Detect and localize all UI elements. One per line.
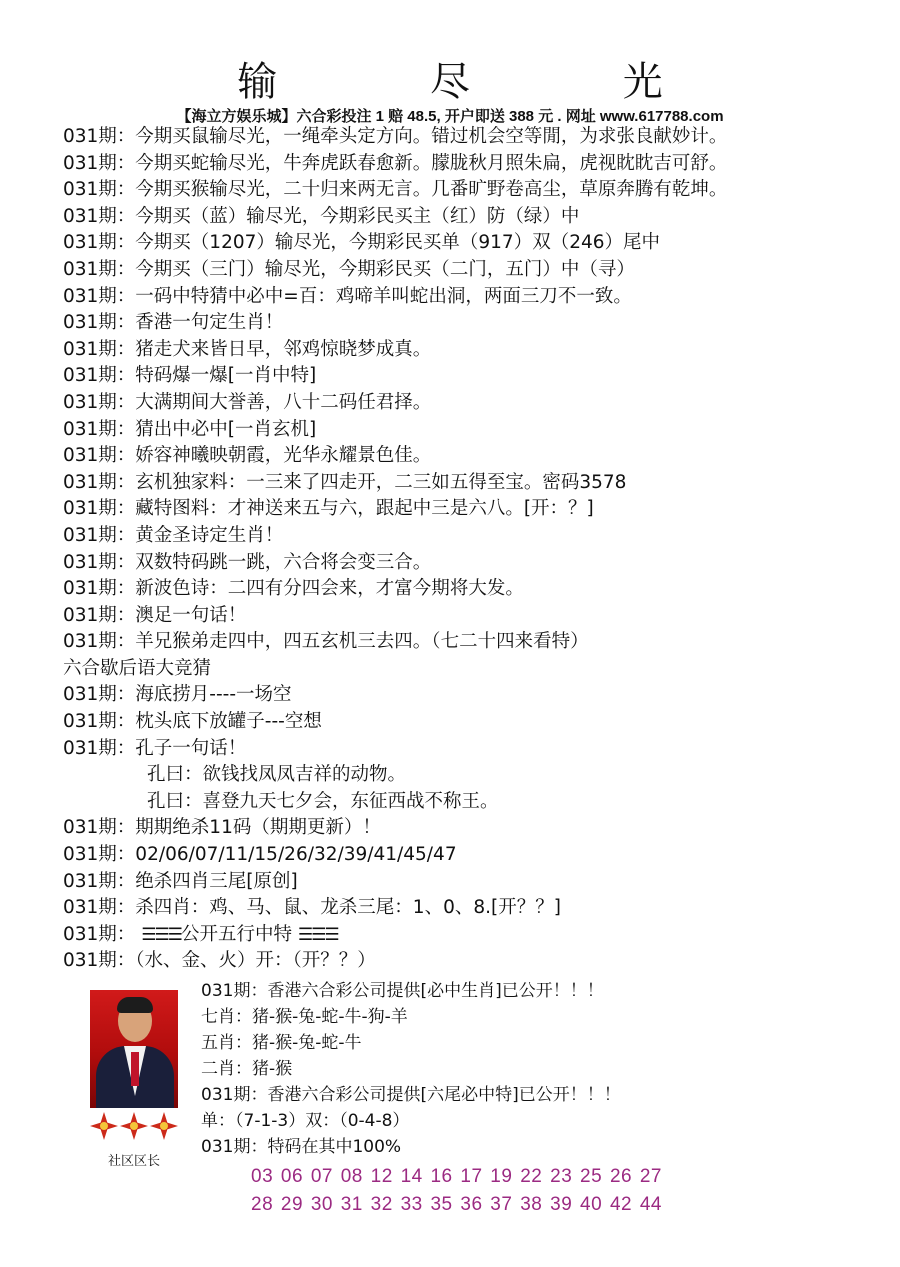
quote-line: 孔曰：欲钱找凤凤吉祥的动物。 <box>147 764 407 786</box>
text-line: 031期：一码中特猜中必中=百：鸡啼羊叫蛇出洞，两面三刀不一致。 <box>63 285 632 307</box>
main-content <box>63 124 893 975</box>
emblem-icon <box>150 1112 178 1140</box>
emblem-row <box>88 1108 180 1148</box>
number-block <box>251 1163 891 1219</box>
text-line: 031期：新波色诗：二四有分四会来，才富今期将大发。 <box>63 578 524 600</box>
text-line: 031期：今期买猴输尽光，二十归来两无言。几番旷野卷高尘，草原奔腾有乾坤。 <box>63 179 728 201</box>
text-line: 031期：娇容神曦映朝霞，光华永耀景色佳。 <box>63 445 432 467</box>
text-line: 031期：今期买（蓝）输尽光，今期彩民买主（红）防（绿）中 <box>63 205 580 227</box>
text-line: 031期：羊兄猴弟走四中，四五玄机三去四。（七二十四来看特） <box>63 631 589 653</box>
text-line: 031期：特码在其中100% <box>201 1137 402 1157</box>
text-line: 031期：（水、金、火）开：（开？？） <box>63 950 376 972</box>
text-line: 五肖：猪-猴-兔-蛇-牛 <box>201 1033 362 1053</box>
trigram-icon: ☰☰☰ <box>141 924 181 945</box>
text-line: 二肖：猪-猴 <box>201 1059 293 1079</box>
text-line: 031期：猜出中必中[一肖玄机] <box>63 418 317 440</box>
text-line: 031期：猪走犬来皆日早，邻鸡惊晓梦成真。 <box>63 338 432 360</box>
text-line: 031期：特码爆一爆[一肖中特] <box>63 365 317 387</box>
text-line: 单：（7-1-3）双：（0-4-8） <box>201 1111 410 1131</box>
text-line: 031期：香港六合彩公司提供[必中生肖]已公开！！！ <box>201 981 604 1001</box>
text-line: 031期：今期买（三门）输尽光，今期彩民买（二门，五门）中（寻） <box>63 258 635 280</box>
text-line: 031期：香港六合彩公司提供[六尾必中特]已公开！！！ <box>201 1085 621 1105</box>
text-line: 031期：期期绝杀11码（期期更新）！ <box>63 817 381 839</box>
text-line: 031期：02/06/07/11/15/26/32/39/41/45/47 <box>63 844 457 866</box>
hair-shape <box>117 997 153 1013</box>
text-line: 031期：杀四肖：鸡、马、鼠、龙杀三尾：1、0、8.[开？？] <box>63 897 561 919</box>
text-line: 031期：藏特图料：才神送来五与六，跟起中三是六八。[开：？] <box>63 498 594 520</box>
section-heading: 六合歇后语大竞猜 <box>63 657 212 679</box>
text-line: 031期：海底捞月----一场空 <box>63 684 292 706</box>
special-text: 公开五行中特 <box>180 923 292 945</box>
text-line: 031期：黄金圣诗定生肖！ <box>63 524 284 546</box>
special-line <box>63 922 893 949</box>
text-line: 031期：大满期间大誉善，八十二码任君择。 <box>63 391 432 413</box>
text-line: 031期：今期买蛇输尽光，牛奔虎跃春愈新。朦胧秋月照朱扁，虎视眈眈吉可舒。 <box>63 152 728 174</box>
number-row: 03 06 07 08 12 14 16 17 19 22 23 25 26 27 <box>251 1166 662 1187</box>
text-line: 031期：今期买鼠输尽光，一绳牵头定方向。错过机会空等閒，为求张良献妙计。 <box>63 126 728 147</box>
text-line: 031期：澳足一句话！ <box>63 604 247 626</box>
page-title: 输 尽 光 <box>237 59 733 105</box>
text-line: 031期：双数特码跳一跳，六合将会变三合。 <box>63 551 432 573</box>
text-line: 031期：香港一句定生肖！ <box>63 312 284 334</box>
portrait-block <box>88 990 180 1168</box>
text-line: 031期：孔子一句话！ <box>63 737 247 759</box>
text-line: 031期：绝杀四肖三尾[原创] <box>63 870 298 892</box>
text-line: 031期：玄机独家料：一三来了四走开，二三如五得至宝。密码3578 <box>63 471 627 493</box>
portrait-caption: 社区区长 <box>107 1154 160 1169</box>
emblem-icon <box>90 1112 118 1140</box>
text-line: 七肖：猪-猴-兔-蛇-牛-狗-羊 <box>201 1007 408 1027</box>
side-panel <box>201 978 891 1160</box>
portrait-photo <box>90 990 178 1108</box>
text-line: 031期：枕头底下放罐子---空想 <box>63 711 322 733</box>
text-line: 031期：今期买（1207）输尽光，今期彩民买单（917）双（246）尾中 <box>63 232 661 254</box>
emblem-icon <box>120 1112 148 1140</box>
trigram-icon: ☰☰☰ <box>297 924 338 945</box>
number-row: 28 29 30 31 32 33 35 36 37 38 39 40 42 44 <box>251 1194 662 1215</box>
quote-line: 孔曰：喜登九天七夕会，东征西战不称王。 <box>147 790 499 812</box>
ad-banner: 【海立方娱乐城】六合彩投注 1 赔 48.5, 开户即送 388 元 . 网址 www.617788.com <box>176 108 724 125</box>
tie-shape <box>131 1052 139 1086</box>
line-prefix: 031期： <box>63 923 136 945</box>
